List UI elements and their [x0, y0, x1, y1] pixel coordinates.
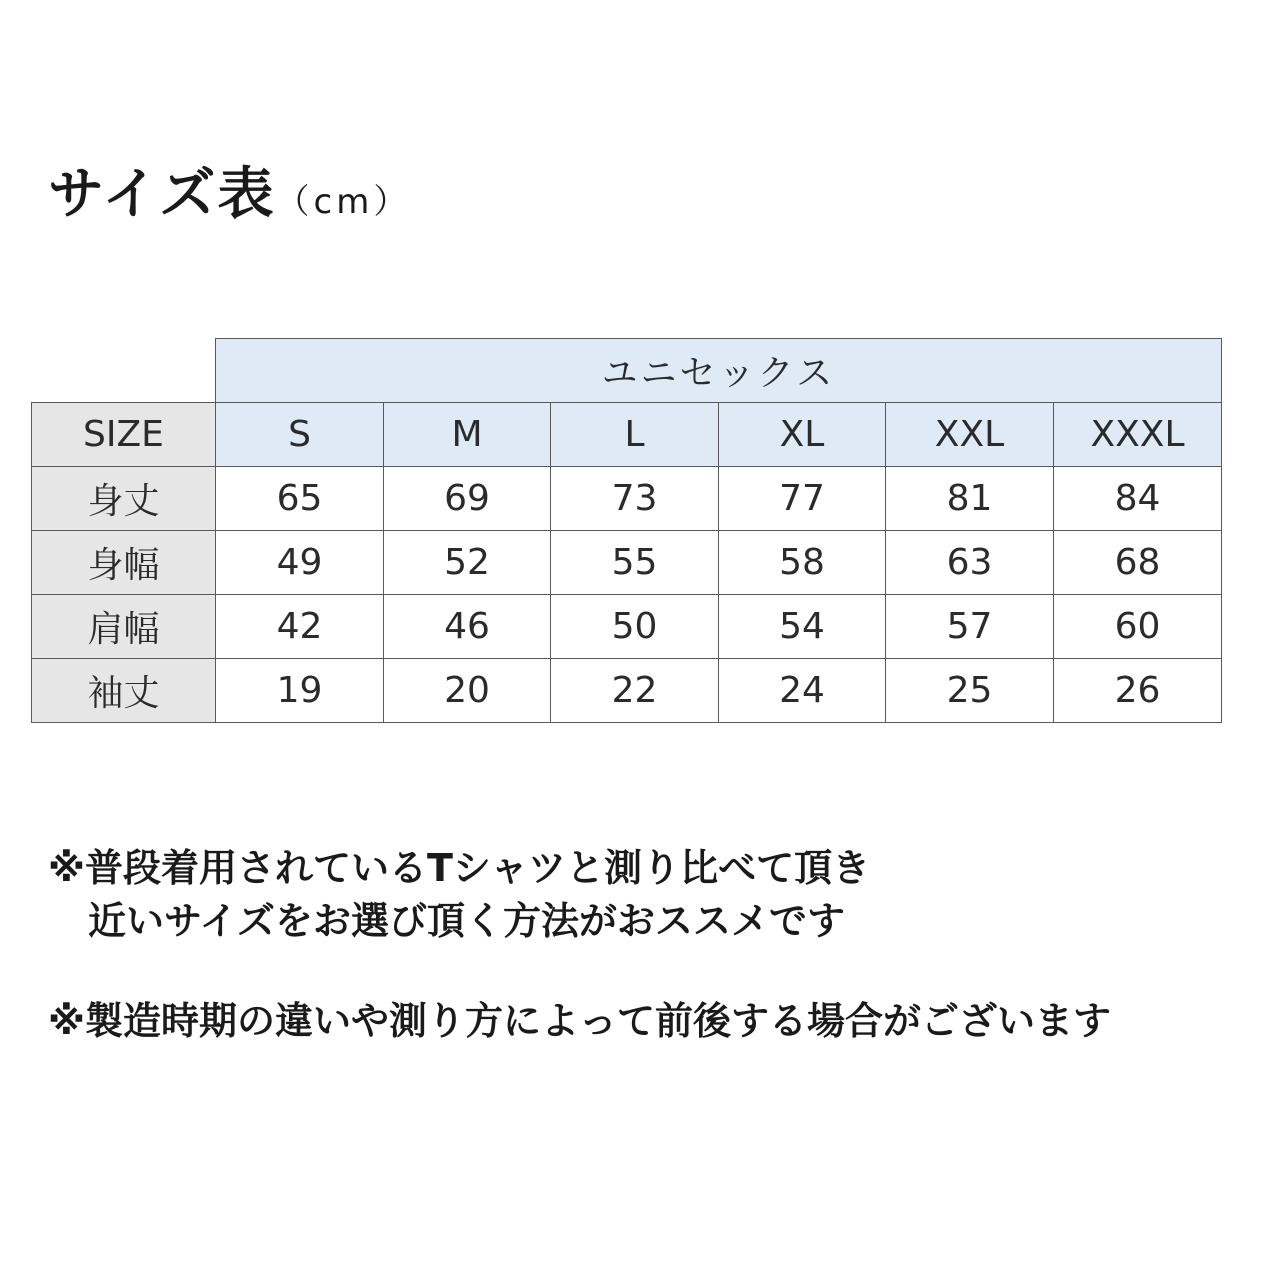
table-cell: 65 — [216, 467, 384, 531]
size-column-header: M — [384, 403, 551, 467]
row-label: 身丈 — [32, 467, 216, 531]
size-header-row — [32, 403, 1222, 467]
group-header-unisex: ユニセックス — [216, 339, 1222, 403]
size-column-header: XL — [719, 403, 886, 467]
table-cell: 63 — [886, 531, 1054, 595]
size-column-header: S — [216, 403, 384, 467]
table-cell: 52 — [384, 531, 551, 595]
page-title-main: サイズ表 — [48, 162, 276, 227]
table-cell: 84 — [1054, 467, 1222, 531]
size-column-header: L — [551, 403, 719, 467]
note-line: 近いサイズをお選び頂く方法がおススメです — [88, 899, 845, 944]
table-cell: 54 — [719, 595, 886, 659]
note-line: ※普段着用されているTシャツと測り比べて頂き — [48, 846, 871, 890]
table-cell: 77 — [719, 467, 886, 531]
table-cell: 58 — [719, 531, 886, 595]
measurement-advice-note — [48, 842, 870, 948]
size-column-header: XXXL — [1054, 403, 1222, 467]
table-cell: 60 — [1054, 595, 1222, 659]
table-cell: 24 — [719, 659, 886, 723]
table-cell: 68 — [1054, 531, 1222, 595]
manufacturing-variance-note: ※製造時期の違いや測り方によって前後する場合がございます — [48, 999, 1111, 1043]
table-row — [32, 531, 1222, 595]
page-title — [48, 150, 411, 230]
table-cell: 42 — [216, 595, 384, 659]
table-cell: 73 — [551, 467, 719, 531]
table-cell: 55 — [551, 531, 719, 595]
table-cell: 69 — [384, 467, 551, 531]
size-column-header: XXL — [886, 403, 1054, 467]
table-cell: 20 — [384, 659, 551, 723]
table-corner — [32, 339, 216, 403]
size-header-label: SIZE — [32, 403, 216, 467]
table-row — [32, 659, 1222, 723]
table-cell: 19 — [216, 659, 384, 723]
size-chart-table — [31, 338, 1222, 723]
row-label: 肩幅 — [32, 595, 216, 659]
table-row — [32, 595, 1222, 659]
table-cell: 50 — [551, 595, 719, 659]
table-cell: 57 — [886, 595, 1054, 659]
page-title-unit: （cm） — [275, 182, 412, 222]
table-cell: 22 — [551, 659, 719, 723]
table-cell: 81 — [886, 467, 1054, 531]
table-cell: 26 — [1054, 659, 1222, 723]
row-label: 袖丈 — [32, 659, 216, 723]
row-label: 身幅 — [32, 531, 216, 595]
group-header-row — [32, 339, 1222, 403]
table-cell: 46 — [384, 595, 551, 659]
table-row — [32, 467, 1222, 531]
table-cell: 49 — [216, 531, 384, 595]
table-cell: 25 — [886, 659, 1054, 723]
